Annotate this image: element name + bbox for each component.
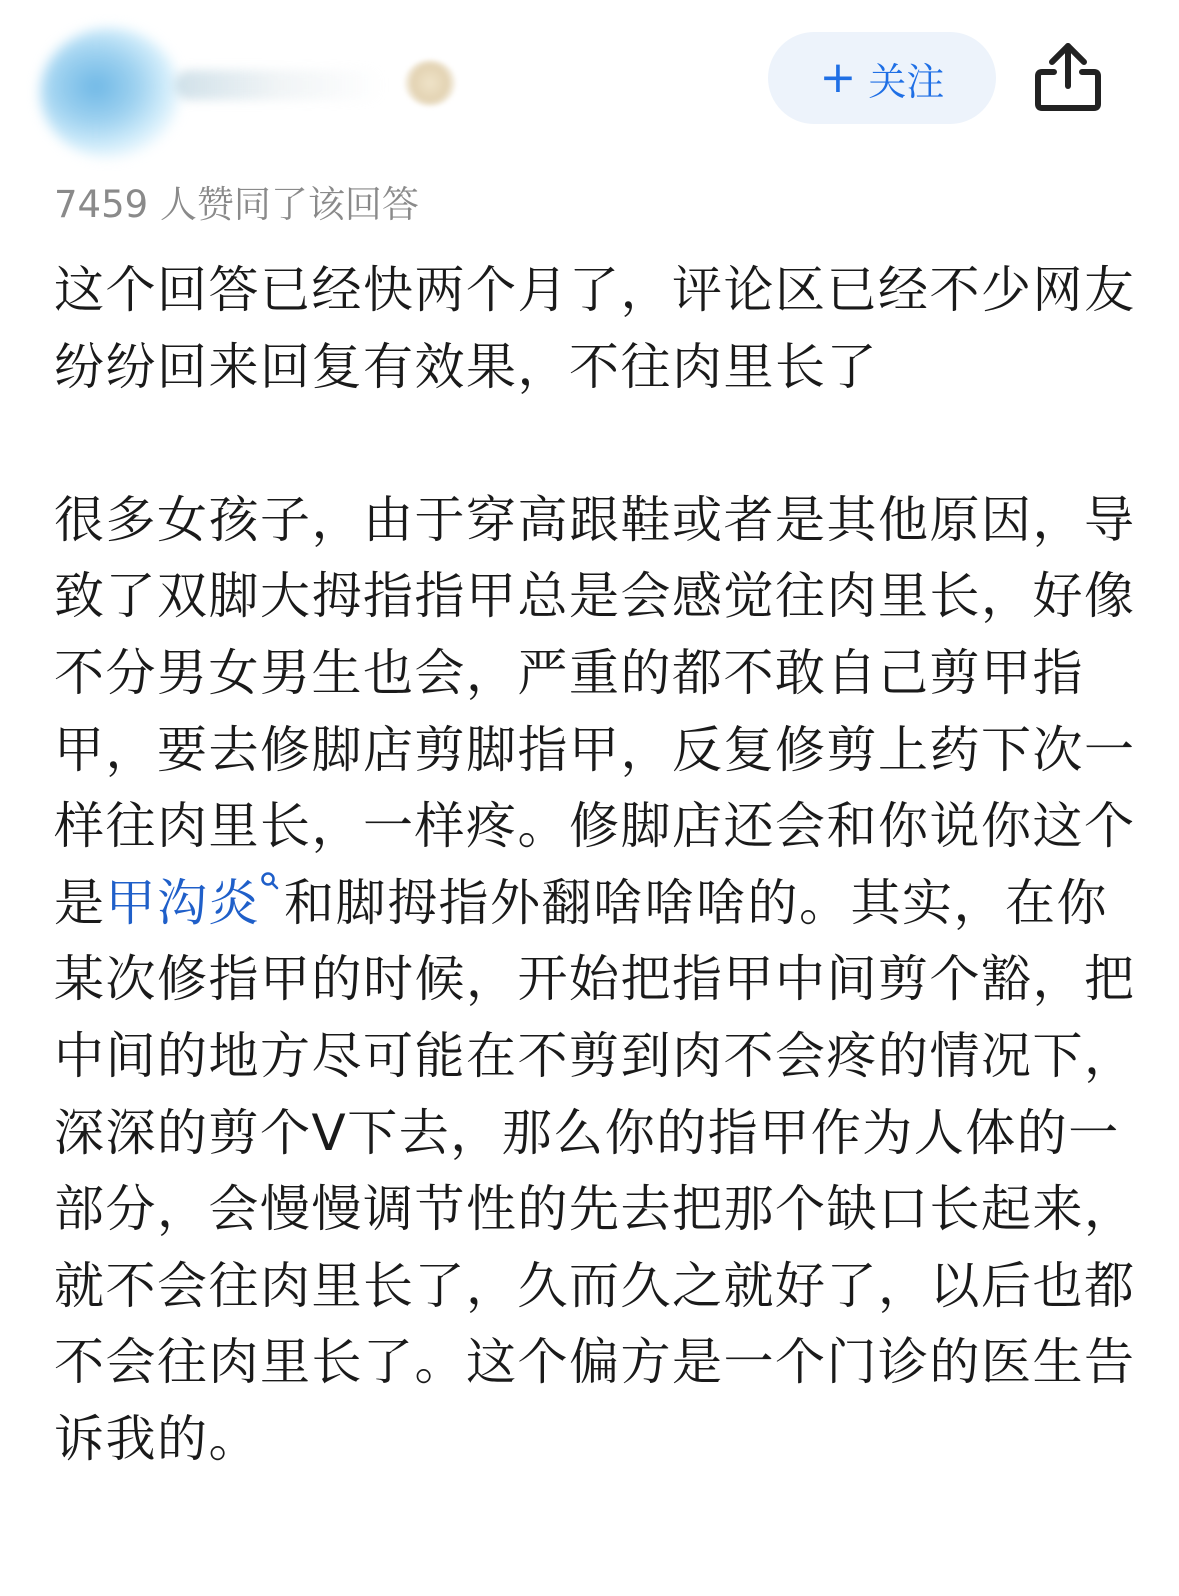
likes-count: 7459 人赞同了该回答 (54, 183, 419, 226)
plus-icon: + (819, 52, 857, 103)
paragraph-text: 很多女孩子，由于穿高跟鞋或者是其他原因，导致了双脚大拇指指甲总是会感觉往肉里长，好像不分男女男生也会，严重的都不敢自己剪甲指甲，要去修脚店剪脚指甲，反复修剪上药下次一样往肉里长，一样疼。修脚店还会和你说你这个是 (54, 490, 1136, 932)
user-avatar[interactable] (40, 28, 180, 158)
share-icon[interactable] (1032, 38, 1104, 114)
answer-paragraph-2 (54, 482, 1144, 1478)
answer-header (0, 0, 1179, 170)
answer-paragraph-1: 这个回答已经快两个月了，评论区已经不少网友纷纷回来回复有效果，不往肉里长了 (54, 261, 1136, 396)
follow-label: 关注 (868, 59, 945, 104)
search-icon (260, 865, 282, 895)
username-blurred[interactable] (175, 70, 385, 100)
user-badge-icon (404, 60, 456, 106)
follow-button[interactable] (768, 32, 996, 124)
answer-content (54, 252, 1144, 1478)
search-link[interactable] (106, 874, 285, 932)
search-link-label: 甲沟炎 (105, 873, 260, 932)
paragraph-text: 和脚拇指外翻啥啥啥的。其实，在你某次修指甲的时候，开始把指甲中间剪个豁，把中间的地方尽可能在不剪到肉不会疼的情况下，深深的剪个V下去，那么你的指甲作为人体的一部分，会慢慢调节性的先去把那个缺口长起来，就不会往肉里长了，久而久之就好了，以后也都不会往肉里长了。这个偏方是一个门诊的医生告诉我的。 (54, 873, 1136, 1468)
